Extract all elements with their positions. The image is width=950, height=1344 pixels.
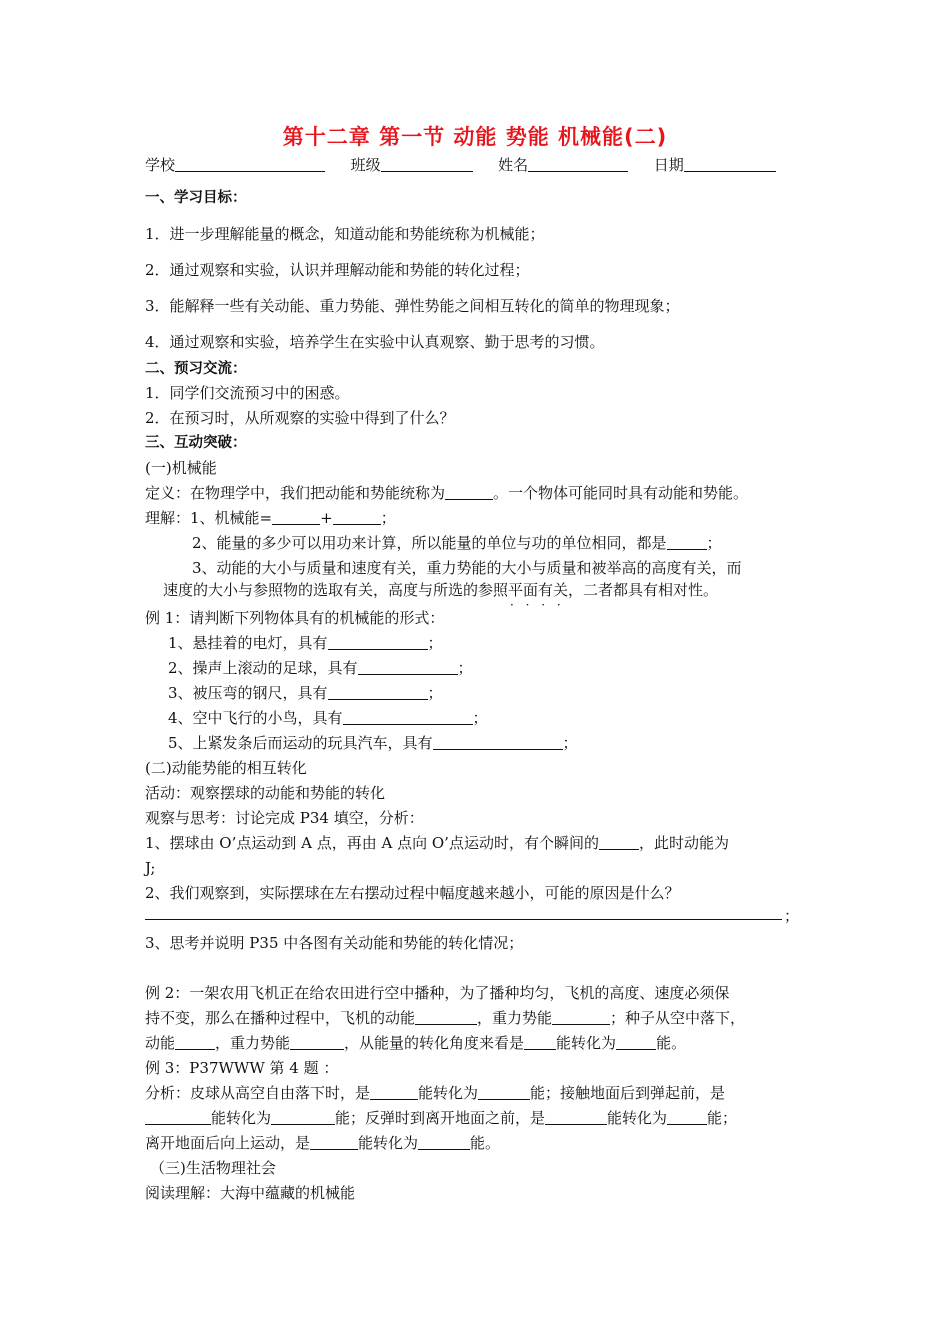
- preview-item: 1．同学们交流预习中的困惑。: [145, 384, 350, 402]
- activity-line: 活动：观察摆球的动能和势能的转化: [145, 784, 386, 802]
- objective-item: 2．通过观察和实验，认识并理解动能和势能的转化过程；: [145, 261, 530, 279]
- school-blank[interactable]: [175, 157, 325, 172]
- name-blank[interactable]: [528, 157, 628, 172]
- fill-blank[interactable]: [415, 1010, 477, 1025]
- question-2-line: 2、我们观察到，实际摆球在左右摆动过程中幅度越来越小，可能的原因是什么？: [145, 884, 680, 902]
- fill-blank[interactable]: [145, 1110, 211, 1125]
- section-heading-objectives: 一、学习目标：: [145, 190, 247, 206]
- section-heading-preview: 二、预习交流：: [145, 361, 247, 377]
- understanding-line-3: 3、动能的大小与质量和速度有关，重力势能的大小与质量和被举高的高度有关，而: [192, 559, 742, 577]
- objective-item: 1．进一步理解能量的概念，知道动能和势能统称为机械能；: [145, 225, 545, 243]
- semicolon: ；: [706, 534, 722, 552]
- analysis-text: 能转化为: [418, 1084, 479, 1102]
- semicolon: ；: [472, 709, 488, 727]
- preview-item: 2．在预习时，从所观察的实验中得到了什么？: [145, 409, 455, 427]
- question-1-line: [145, 833, 729, 853]
- semicolon: ；: [427, 684, 443, 702]
- analysis-text: 能转化为: [358, 1134, 419, 1152]
- plus-sign: +: [320, 509, 333, 527]
- fill-blank[interactable]: [333, 510, 381, 525]
- semicolon: ；: [380, 509, 396, 527]
- example-text: 动能: [145, 1034, 176, 1052]
- subsection-life-physics: （三)生活物理社会: [150, 1159, 276, 1177]
- fill-blank[interactable]: [370, 1085, 418, 1100]
- semicolon: ；: [784, 907, 800, 925]
- fill-blank[interactable]: [328, 685, 428, 700]
- fill-blank[interactable]: [552, 1010, 610, 1025]
- analysis-text: 能转化为: [211, 1109, 272, 1127]
- fill-blank[interactable]: [272, 510, 320, 525]
- subsection-mechanical-energy: (一)机械能: [145, 459, 217, 477]
- reading-line: 阅读理解：大海中蕴藏的机械能: [145, 1184, 356, 1202]
- question-3-line: 3、思考并说明 P35 中各图有关动能和势能的转化情况；: [145, 934, 524, 952]
- question-text: ，此时动能为: [638, 834, 729, 852]
- item-text: 5、上紧发条后而运动的玩具汽车，具有: [168, 734, 433, 752]
- semicolon: ；: [427, 634, 443, 652]
- understanding-text: ，二者都具有相对性。: [568, 581, 719, 599]
- fill-blank[interactable]: [433, 735, 563, 750]
- analysis-text: 离开地面后向上运动，是: [145, 1134, 311, 1152]
- emphasis-text: 平面有关 · · · ·: [508, 581, 568, 599]
- example-text: ，从能量的转化角度来看是: [344, 1034, 525, 1052]
- example-text: 持不变，那么在播种过程中，飞机的动能: [145, 1009, 416, 1027]
- question-1-unit: J;: [145, 859, 156, 877]
- fill-blank[interactable]: [445, 485, 493, 500]
- fill-blank[interactable]: [310, 1135, 358, 1150]
- fill-blank[interactable]: [328, 635, 428, 650]
- school-label: 学校: [145, 156, 176, 174]
- fill-blank[interactable]: [667, 1110, 707, 1125]
- answer-line[interactable]: [145, 919, 782, 920]
- item-text: 2、操声上滚动的足球，具有: [168, 659, 358, 677]
- fill-blank[interactable]: [524, 1035, 556, 1050]
- understanding-line-2: [192, 533, 722, 553]
- objective-item: 3．能解释一些有关动能、重力势能、弹性势能之间相互转化的简单的物理现象；: [145, 297, 680, 315]
- analysis-line-2: [145, 1108, 737, 1128]
- class-blank[interactable]: [381, 157, 473, 172]
- fill-blank[interactable]: [418, 1135, 470, 1150]
- subsection-conversion: (二)动能势能的相互转化: [145, 759, 307, 777]
- understanding-text: 2、能量的多少可以用功来计算，所以能量的单位与功的单位相同，都是: [192, 534, 667, 552]
- example-text: 能。: [656, 1034, 687, 1052]
- fill-blank[interactable]: [271, 1110, 335, 1125]
- example-1-item: [168, 733, 578, 753]
- example-1-item: [168, 683, 443, 703]
- example-3-title: 例 3：P37WWW 第 4 题 ：: [145, 1059, 339, 1077]
- objective-item: 4．通过观察和实验，培养学生在实验中认真观察、勤于思考的习惯。: [145, 333, 605, 351]
- analysis-text: 能；反弹时到离开地面之前，是: [335, 1109, 546, 1127]
- name-label: 姓名: [498, 156, 529, 174]
- analysis-text: 能。: [470, 1134, 501, 1152]
- example-1-item: [168, 633, 443, 653]
- analysis-text: 能；接触地面后到弹起前，是: [530, 1084, 726, 1102]
- fill-blank[interactable]: [545, 1110, 607, 1125]
- example-text: ，重力势能: [215, 1034, 291, 1052]
- example-text: 能转化为: [556, 1034, 617, 1052]
- analysis-text: 能转化为: [607, 1109, 668, 1127]
- analysis-line-1: [145, 1083, 725, 1103]
- example-2-line-3: [145, 1033, 686, 1053]
- example-2-line-1: 例 2：一架农用飞机正在给农田进行空中播种，为了播种均匀，飞机的高度、速度必须保: [145, 984, 730, 1002]
- definition-text: 。一个物体可能同时具有动能和势能。: [493, 484, 749, 502]
- question-text: 1、摆球由 O’点运动到 A 点，再由 A 点向 O’点运动时，有个瞬间的: [145, 834, 599, 852]
- example-1-title: 例 1：请判断下列物体具有的机械能的形式：: [145, 609, 445, 627]
- fill-blank[interactable]: [616, 1035, 656, 1050]
- fill-blank[interactable]: [599, 835, 639, 850]
- section-heading-interaction: 三、互动突破：: [145, 435, 247, 451]
- understanding-text: 理解：1、机械能=: [145, 509, 273, 527]
- example-text: ；种子从空中落下，: [610, 1009, 746, 1027]
- fill-blank[interactable]: [175, 1035, 215, 1050]
- understanding-line-3b: [163, 580, 718, 600]
- observe-line: 观察与思考：讨论完成 P34 填空，分析：: [145, 809, 424, 827]
- fill-blank[interactable]: [343, 710, 473, 725]
- item-text: 3、被压弯的钢尺，具有: [168, 684, 328, 702]
- semicolon: ；: [562, 734, 578, 752]
- class-label: 班级: [350, 156, 381, 174]
- example-2-line-2: [145, 1008, 745, 1028]
- semicolon: ；: [457, 659, 473, 677]
- fill-blank[interactable]: [358, 660, 458, 675]
- item-text: 1、悬挂着的电灯，具有: [168, 634, 328, 652]
- analysis-text: 能；: [707, 1109, 738, 1127]
- fill-blank[interactable]: [478, 1085, 530, 1100]
- date-blank[interactable]: [684, 157, 776, 172]
- definition-line: [145, 483, 748, 503]
- example-1-item: [168, 658, 473, 678]
- understanding-line-1: [145, 508, 396, 528]
- understanding-text: 速度的大小与参照物的选取有关，高度与所选的参照: [163, 581, 509, 599]
- item-text: 4、空中飞行的小鸟，具有: [168, 709, 343, 727]
- fill-blank[interactable]: [290, 1035, 344, 1050]
- page-title: 第十二章 第一节 动能 势能 机械能(二): [282, 125, 668, 149]
- definition-text: 定义：在物理学中，我们把动能和势能统称为: [145, 484, 446, 502]
- fill-blank[interactable]: [667, 535, 707, 550]
- example-text: ，重力势能: [477, 1009, 553, 1027]
- example-1-item: [168, 708, 488, 728]
- analysis-text: 分析：皮球从高空自由落下时，是: [145, 1084, 371, 1102]
- analysis-line-3: [145, 1133, 500, 1153]
- student-info-row: [145, 154, 776, 175]
- date-label: 日期: [653, 156, 684, 174]
